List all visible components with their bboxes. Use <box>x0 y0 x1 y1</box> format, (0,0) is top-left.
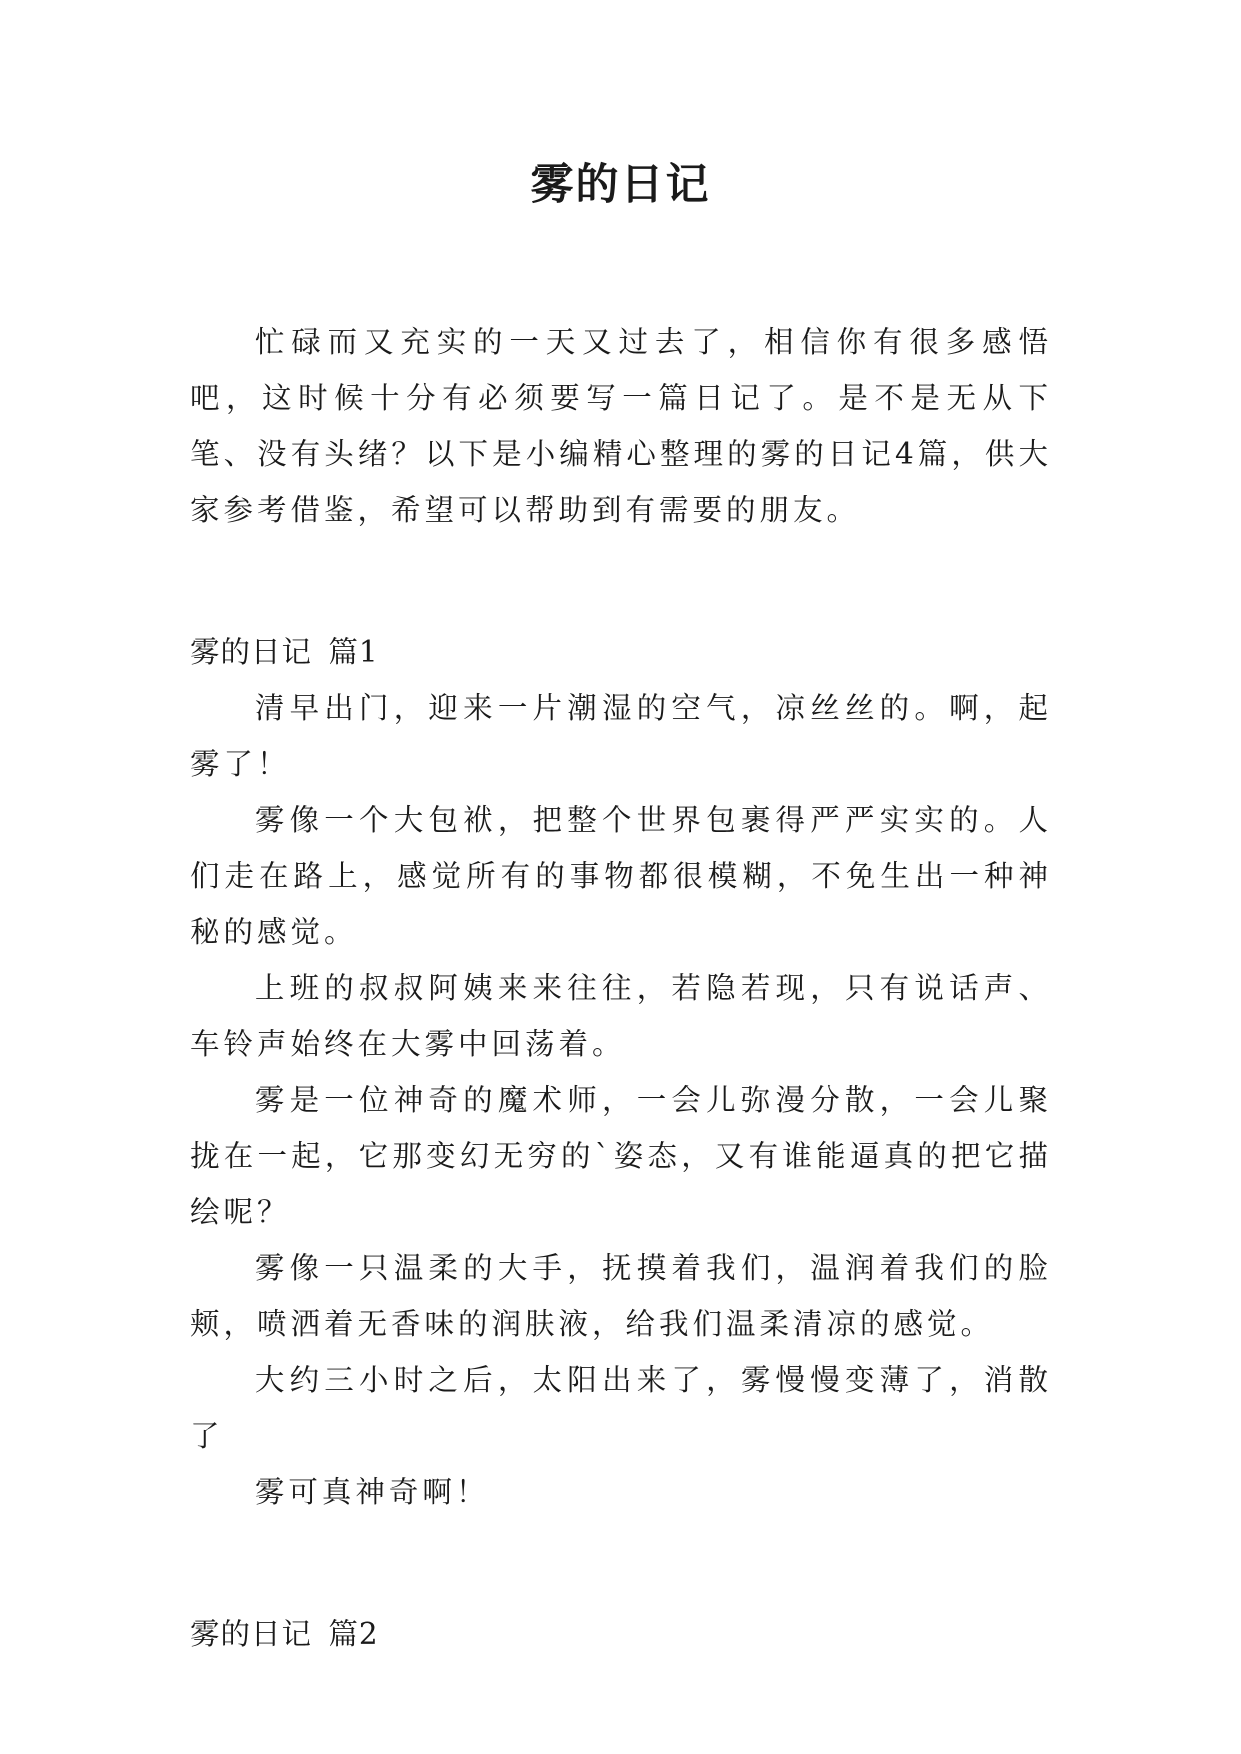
section-1-paragraph-6: 大约三小时之后，太阳出来了，雾慢慢变薄了，消散了 <box>190 1363 1052 1453</box>
intro-paragraph: 忙碌而又充实的一天又过去了，相信你有很多感悟吧，这时候十分有必须要写一篇日记了。是不是无从下笔、没有头绪？以下是小编精心整理的雾的日记4篇，供大家参考借鉴，希望可以帮助到有需要的朋友。 <box>190 325 1052 527</box>
section-1-paragraph-4: 雾是一位神奇的魔术师，一会儿弥漫分散，一会儿聚拢在一起，它那变幻无穷的`姿态，又有谁能逼真的把它描绘呢？ <box>190 1083 1052 1229</box>
section-1-paragraph-1: 清早出门，迎来一片潮湿的空气，凉丝丝的。啊，起雾了！ <box>190 691 1052 781</box>
document-body <box>190 314 1052 1662</box>
section-1-paragraph-3: 上班的叔叔阿姨来来往往，若隐若现，只有说话声、车铃声始终在大雾中回荡着。 <box>190 971 1052 1061</box>
section-heading-2: 雾的日记 篇2 <box>190 1617 379 1651</box>
section-1-paragraph-7: 雾可真神奇啊！ <box>254 1475 490 1509</box>
section-1-paragraph-5: 雾像一只温柔的大手，抚摸着我们，温润着我们的脸颊，喷洒着无香味的润肤液，给我们温柔清凉的感觉。 <box>190 1251 1052 1341</box>
section-1-paragraph-2: 雾像一个大包袱，把整个世界包裹得严严实实的。人们走在路上，感觉所有的事物都很模糊，不免生出一种神秘的感觉。 <box>190 803 1052 949</box>
document-title: 雾的日记 <box>530 160 711 210</box>
section-heading-1: 雾的日记 篇1 <box>190 635 379 669</box>
